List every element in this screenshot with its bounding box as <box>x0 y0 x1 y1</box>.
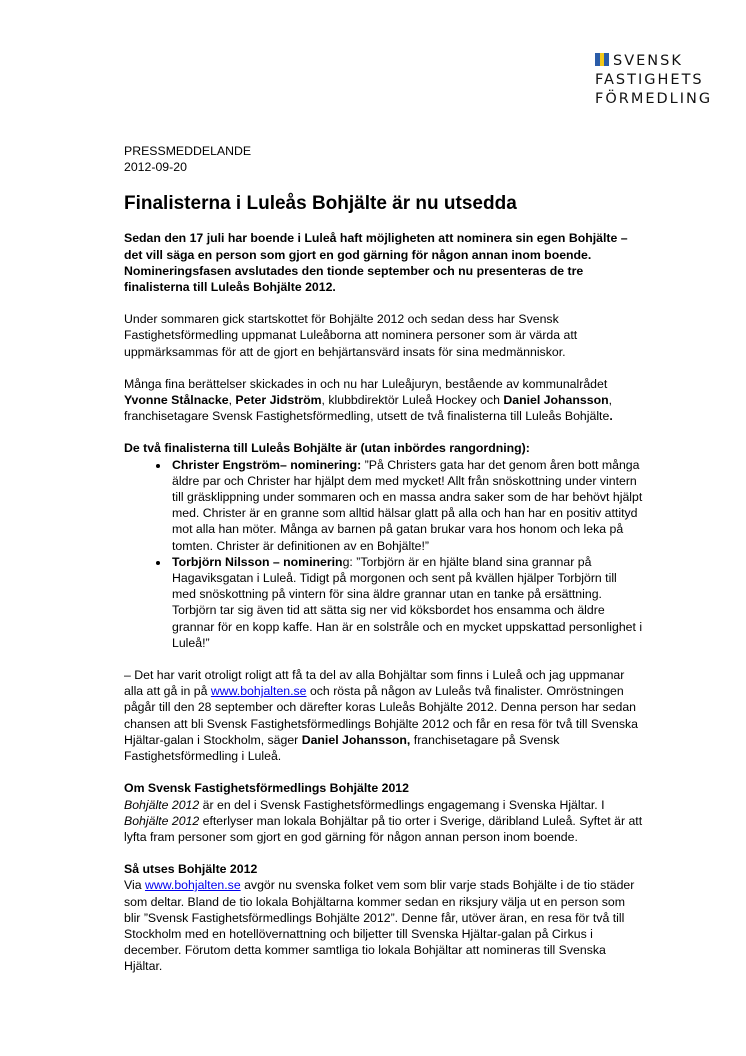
spokesperson-name: Daniel Johansson, <box>301 732 411 747</box>
about-heading: Om Svensk Fastighetsförmedlings Bohjälte 2012 <box>124 781 409 796</box>
paragraph-quote: – Det har varit otroligt roligt att få ta del av alla Bohjältar som finns i Luleå och jag uppmanar alla att gå in på www.bohjalten.se och rösta på någon av Luleås två finalister. Omröstningen pågår till den 28 september och därefter koras Luleås Bohjälte 2012. Denna person har sedan chansen att bli Svensk Fastighetsförmedlings Bohjälte 2012 och får en resa för två till Svenska Hjältar-galan i Stockholm, säger Daniel Johansson, franchisetagare på Svensk Fastighetsförmedling i Luleå. <box>124 668 639 764</box>
bohjalten-link[interactable]: www.bohjalten.se <box>144 878 241 893</box>
paragraph-jury: Många fina berättelser skickades in och nu har Luleåjuryn, bestående av kommunalrådet Yvonne Stålnacke, Peter Jidström, klubbdirektör Luleå Hockey och Daniel Johansson, franchisetagare Svensk Fastighetsförmedling, utsett de två finalisterna till Luleås Bohjälte. <box>124 376 613 424</box>
jury-member-name: Daniel Johansson <box>503 393 609 408</box>
paragraph-about: Bohjälte 2012 är en del i Svensk Fastighetsförmedlings engagemang i Svenska Hjältar. I Bohjälte 2012 efterlyser man lokala Bohjältar på tio orter i Sverige, däribland Luleå. Syftet är att lyfta fram personer som gjort en god gärning för någon annan person inom boende. <box>124 797 643 844</box>
paragraph-how: Via www.bohjalten.se avgör nu svenska folket vem som blir varje stads Bohjälte i de tio städer som deltar. Bland de tio lokala Bohjältarna kommer sedan en riksjury välja ut en person som blir ”Svensk Fastighetsförmedlings Bohjälte 2012”. Denne får, utöver äran, en resa för två till Stockholm med en hotellövernattning och biljetter till Svenska Hjältar-galan på Cirkus i december. Förutom detta kommer samtliga tio lokala Bohjältar att nomineras till Svenska Hjältar. <box>124 878 635 974</box>
release-date: 2012-09-20 <box>124 160 187 175</box>
logo-line-1: SVENSK <box>595 52 735 71</box>
finalist-name: Christer Engström– nominering: <box>172 457 362 472</box>
press-release-body <box>124 143 644 991</box>
document-type: PRESSMEDDELANDE <box>124 144 252 158</box>
swedish-flag-icon <box>595 53 609 66</box>
lead-paragraph <box>124 230 644 295</box>
list-item: • Christer Engström– nominering: ”På Christers gata har det genom åren bott många äldre par och Christer har hjälpt dem med mycket! Allt från snöskottning under vintern till gräsklippning under sommaren och en massa andra saker som de har behövt hjälpt med. Christer är en granne som alltid hälsar glatt på alla och han har en positiv attityd mot alla han möter. Många av barnen på gatan brukar vara hos honom och leka på tomten. Christer är definitionen av en Bohjälte!” <box>170 457 644 554</box>
logo-line-3: FÖRMEDLING <box>595 91 713 107</box>
finalists-list <box>124 457 644 651</box>
jury-member-name: Peter Jidström <box>235 393 322 408</box>
jury-member-name: Yvonne Stålnacke <box>124 393 229 408</box>
company-logo <box>595 52 735 109</box>
finalist-name: Torbjörn Nilsson – nominerin <box>172 554 343 569</box>
finalists-heading: De två finalisterna till Luleås Bohjälte är (utan inbördes rangordning): <box>124 441 530 456</box>
list-item: • Torbjörn Nilsson – nominering: ”Torbjörn är en hjälte bland sina grannar på Hagaviksgatan i Luleå. Tidigt på morgonen och sent på kvällen hjälper Torbjörn till med snöskottning på vintern för sina äldre grannar utan en tanke på ersättning. Torbjörn tar sig även tid att sätta sig ner vid köksbordet hos ensamma och äldre grannar för en kopp kaffe. Han är en solstråle och en mycket uppskattad personlighet i Luleå!” <box>170 554 644 651</box>
logo-line-2: FASTIGHETS <box>595 72 704 88</box>
how-heading: Så utses Bohjälte 2012 <box>124 862 258 877</box>
bohjalten-link[interactable]: www.bohjalten.se <box>210 684 307 699</box>
paragraph-summer: Under sommaren gick startskottet för Bohjälte 2012 och sedan dess har Svensk Fastighetsförmedling uppmanat Luleåborna att nominera personer som är värda att uppmärksammas för att de gjort en behjärtansvärd insats för sina medmänniskor. <box>124 312 578 359</box>
page-title: Finalisterna i Luleås Bohjälte är nu utsedda <box>124 193 517 215</box>
lead-text: Sedan den 17 juli har boende i Luleå haft möjligheten att nominera sin egen Bohjälte – det vill säga en person som gjort en god gärning för någon annan inom boende. Nomineringsfasen avslutades den tionde september och nu presenteras de tre finalisterna till Luleås Bohjälte 2012. <box>124 231 628 295</box>
